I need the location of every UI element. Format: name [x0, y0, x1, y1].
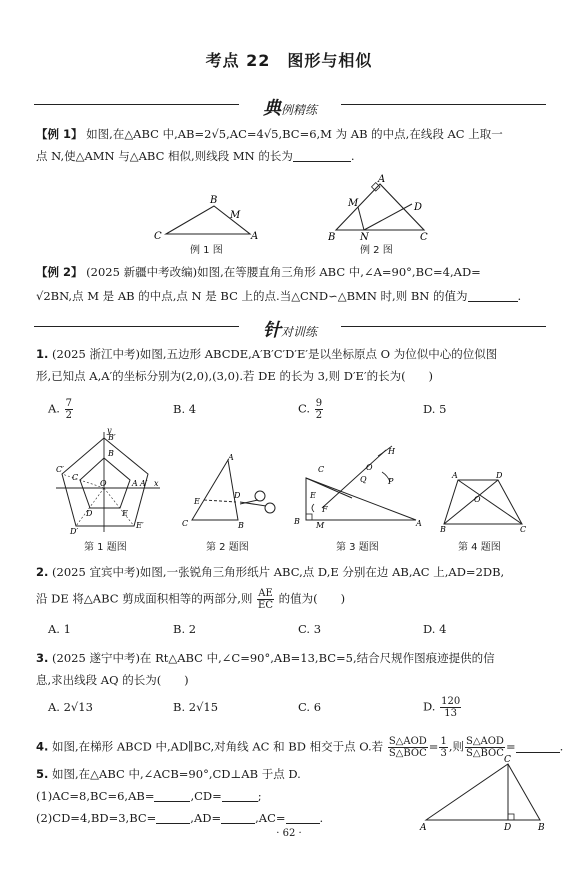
question-3-figure — [292, 442, 422, 530]
option-b[interactable]: B. 4 — [173, 402, 197, 416]
option-a[interactable]: A. $\frac{7}{2}$ — [48, 398, 72, 421]
svg-text:B′: B′ — [108, 433, 116, 442]
question-1-text-2: 形,已知点 A,A′的坐标分别为(2,0),(3,0).若 DE 的长为 3,则 D′E′的长为( ) — [36, 369, 434, 383]
svg-text:A: A — [452, 471, 458, 480]
section-header-practice — [34, 316, 546, 341]
question-1-line-1 — [36, 344, 548, 364]
svg-text:x: x — [154, 479, 159, 488]
svg-text:O: O — [100, 479, 107, 488]
fraction: $\frac{\text{S△AOD}}{\text{S△BOC}}$ — [388, 736, 427, 759]
svg-text:E′: E′ — [136, 521, 144, 530]
example-2-figure — [328, 172, 438, 244]
question-2-text: (2025 宜宾中考)如图,一张锐角三角形纸片 ABC,点 D,E 分别在边 AB,AC 上,AD=2DB, — [52, 565, 505, 579]
question-2-line-1 — [36, 562, 548, 582]
period: . — [350, 149, 355, 163]
question-1-options — [48, 398, 548, 422]
answer-blank[interactable] — [286, 811, 320, 824]
page-title: 考点 22 图形与相似 — [205, 51, 373, 70]
question-4-caption: 第 4 题图 — [458, 542, 501, 553]
svg-text:O: O — [474, 495, 481, 504]
svg-text:B: B — [238, 521, 244, 530]
divider — [341, 104, 546, 105]
svg-text:B: B — [108, 449, 114, 458]
question-number: 3. — [36, 651, 49, 665]
option-c[interactable]: C. $\frac{9}{2}$ — [298, 398, 323, 421]
question-number: 1. — [36, 347, 49, 361]
question-3-text: (2025 遂宁中考)在 Rt△ABC 中,∠C=90°,AB=13,BC=5,结合尺规作图痕迹提供的信 — [52, 651, 495, 665]
svg-text:O: O — [366, 463, 373, 472]
svg-text:B: B — [210, 195, 218, 206]
question-4-figure — [440, 468, 540, 532]
answer-blank[interactable] — [154, 789, 190, 802]
svg-text:M: M — [316, 521, 325, 530]
svg-text:C: C — [154, 231, 162, 242]
svg-text:C: C — [420, 232, 428, 243]
question-number: 2. — [36, 565, 49, 579]
example-2-caption: 例 2 图 — [360, 245, 393, 256]
option-b[interactable]: B. 2 — [173, 622, 197, 636]
section-label-small: 对训练 — [280, 325, 317, 339]
svg-text:A: A — [420, 823, 427, 833]
question-1-caption: 第 1 题图 — [84, 542, 127, 553]
svg-text:B: B — [440, 525, 446, 532]
fraction: $\frac{9}{2}$ — [315, 398, 323, 421]
fraction: $\frac{7}{2}$ — [65, 398, 72, 421]
question-5-figure — [418, 754, 554, 834]
svg-text:C: C — [182, 519, 189, 528]
section-label — [239, 94, 341, 120]
fraction: $\frac{120}{13}$ — [441, 696, 461, 719]
question-3-text-2: 息,求出线段 AQ 的长为( ) — [36, 673, 189, 687]
svg-text:C: C — [72, 473, 79, 482]
period: . — [517, 289, 522, 303]
question-1-figure — [56, 428, 166, 534]
question-5-text: 如图,在△ABC 中,∠ACB=90°,CD⊥AB 于点 D. — [52, 767, 301, 781]
example-1-line-2 — [36, 146, 548, 166]
svg-text:C: C — [504, 755, 511, 765]
svg-text:C: C — [318, 465, 325, 474]
svg-text:D: D — [234, 491, 241, 500]
question-2-figure — [180, 452, 280, 530]
svg-text:M: M — [348, 198, 359, 209]
svg-text:E: E — [122, 509, 128, 518]
svg-text:A: A — [378, 174, 386, 185]
example-2-text-2: √2BN,点 M 是 AB 的中点,点 N 是 BC 上的点.当△CND∽△BMN 时,则 BN 的值为 — [36, 289, 468, 303]
section-label-big: 典 — [262, 98, 281, 119]
question-2-caption: 第 2 题图 — [206, 542, 249, 553]
example-2-line-2 — [36, 286, 548, 306]
svg-text:E: E — [194, 497, 200, 506]
question-number: 4. — [36, 739, 49, 754]
section-header-examples — [34, 94, 546, 119]
example-1-caption: 例 1 图 — [190, 245, 223, 256]
question-4-line: 4. 如图,在梯形 ABCD 中,AD∥BC,对角线 AC 和 BD 相交于点 O.若 $\frac{\text{S△AOD}}{\text{S△BOC}}$ = $\frac{1}{3}$ ,则 $\frac{\text{S△AOD}}{\text{S△BOC}}$ = . — [36, 736, 564, 759]
svg-text:D: D — [504, 823, 512, 833]
svg-text:B: B — [294, 517, 300, 526]
svg-text:N: N — [360, 232, 369, 243]
svg-text:C′: C′ — [56, 465, 64, 474]
svg-text:F: F — [322, 505, 328, 514]
question-3-line-2 — [36, 670, 548, 690]
option-d[interactable]: D. $\frac{120}{13}$ — [423, 696, 461, 719]
example-2-tag: 【例 2】 — [36, 265, 83, 279]
option-b[interactable]: B. 2√15 — [173, 700, 219, 714]
divider — [341, 326, 546, 327]
question-2-text-2: 沿 DE 将△ABC 剪成面积相等的两部分,则 — [36, 591, 253, 606]
example-2-line-1 — [36, 262, 548, 282]
page-number: · 62 · — [276, 828, 302, 839]
example-1-tag: 【例 1】 — [36, 127, 83, 141]
svg-text:y: y — [107, 428, 112, 435]
svg-text:B: B — [328, 232, 336, 243]
question-2-options — [48, 622, 548, 646]
question-1-line-2 — [36, 366, 548, 386]
answer-blank[interactable] — [516, 740, 560, 753]
svg-text:C: C — [520, 525, 527, 532]
svg-text:D: D — [496, 471, 503, 480]
section-label — [239, 316, 341, 342]
option-c[interactable]: C. 3 — [298, 622, 322, 636]
example-1-figure — [150, 192, 260, 244]
svg-text:P: P — [388, 477, 394, 486]
divider — [34, 326, 239, 327]
question-2-text-3: 的值为( ) — [278, 591, 346, 606]
question-3-caption: 第 3 题图 — [336, 542, 379, 553]
question-3-options — [48, 696, 548, 720]
example-2-text: (2025 新疆中考改编)如图,在等腰直角三角形 ABC 中,∠A=90°,BC=4,AD= — [86, 265, 481, 279]
question-2-line-2 — [36, 588, 548, 611]
svg-text:A′: A′ — [140, 479, 148, 488]
question-number: 5. — [36, 767, 49, 781]
option-c[interactable]: C. 6 — [298, 700, 322, 714]
svg-text:M: M — [230, 210, 241, 221]
svg-text:A: A — [416, 519, 422, 528]
answer-blank[interactable] — [468, 289, 518, 302]
question-3-line-1 — [36, 648, 548, 668]
svg-text:D′: D′ — [70, 527, 79, 534]
question-5-sub-2: (2)CD=4,BD=3,BC= ,AD= ,AC= . — [36, 811, 324, 825]
option-d[interactable]: D. 4 — [423, 622, 447, 636]
svg-text:A: A — [132, 479, 138, 488]
svg-text:H: H — [388, 447, 395, 456]
question-4-text: 如图,在梯形 ABCD 中,AD∥BC,对角线 AC 和 BD 相交于点 O.若 — [52, 739, 384, 754]
answer-blank[interactable] — [156, 811, 190, 824]
divider — [34, 104, 239, 105]
svg-text:D: D — [414, 202, 423, 213]
section-label-small: 例精练 — [280, 103, 317, 117]
example-1-text: 如图,在△ABC 中,AB=2√5,AC=4√5,BC=6,M 为 AB 的中点,在线段 AC 上取一 — [86, 127, 503, 141]
section-label-big: 针 — [262, 320, 281, 341]
svg-text:Q: Q — [360, 475, 367, 484]
option-a[interactable]: A. 2√13 — [48, 700, 93, 714]
example-1-text-2: 点 N,使△AMN 与△ABC 相似,则线段 MN 的长为 — [36, 149, 293, 163]
svg-text:A: A — [228, 453, 234, 462]
option-d[interactable]: D. 5 — [423, 402, 447, 416]
answer-blank[interactable] — [222, 789, 258, 802]
answer-blank[interactable] — [221, 811, 255, 824]
answer-blank[interactable] — [293, 149, 351, 162]
svg-text:D: D — [86, 509, 93, 518]
svg-text:A: A — [251, 231, 259, 242]
fraction: $\frac{1}{3}$ — [440, 736, 447, 759]
svg-text:B: B — [538, 823, 545, 833]
fraction: $\frac{AE}{EC}$ — [258, 588, 273, 611]
example-1-line-1 — [36, 124, 548, 144]
option-a[interactable]: A. 1 — [48, 622, 71, 636]
question-5-sub-1: (1)AC=8,BC=6,AB= ,CD= ; — [36, 789, 262, 803]
question-1-text: (2025 浙江中考)如图,五边形 ABCDE,A′B′C′D′E′是以坐标原点 O 为位似中心的位似图 — [52, 347, 498, 361]
svg-text:E: E — [310, 491, 316, 500]
fraction: $\frac{\text{S△AOD}}{\text{S△BOC}}$ — [465, 736, 504, 759]
